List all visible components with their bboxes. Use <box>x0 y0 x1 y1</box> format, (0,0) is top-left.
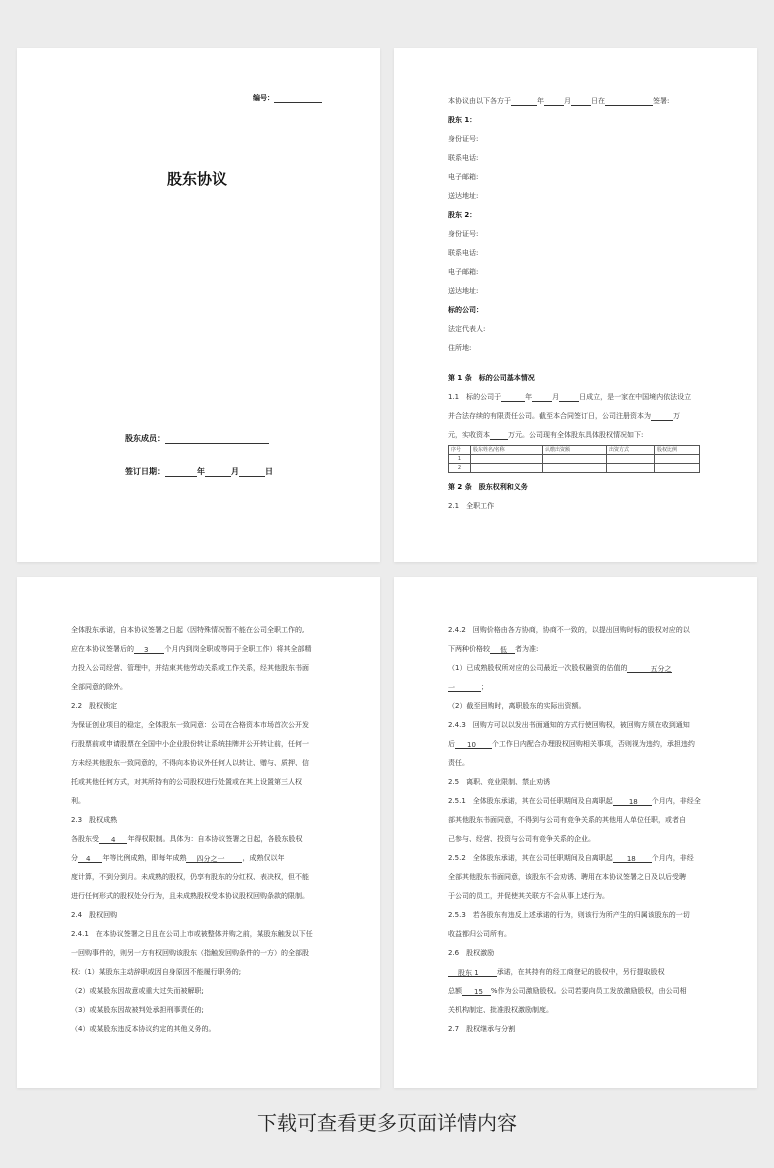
paragraph-line: 方未经其他股东一致同意的，不得向本协议外任何人以转让、赠与、质押、信 <box>71 759 309 767</box>
document-title: 股东协议 <box>167 170 228 188</box>
document-page-4 <box>394 577 757 1088</box>
paragraph-line: 应在本协议签署后的 3 个月内到岗全职或等同于全职工作）将其全部精 <box>71 645 312 654</box>
paragraph-line: （1）已成熟股权所对应的公司最近一次股权融资的估值的 五分之 <box>448 664 672 673</box>
document-page-cover <box>17 48 380 562</box>
shareholder-2-phone: 联系电话: <box>448 249 479 257</box>
shareholder-1-id: 身份证号: <box>448 135 479 143</box>
table-header-cell: 股东姓名/名称 <box>471 446 543 455</box>
paragraph-line: 为保证创业项目的稳定，全体股东一致同意：公司在合格资本市场首次公开发 <box>71 721 309 729</box>
article-1-1-line-3: 元，实收资本 万元。公司现有全体股东具体股权情况如下: <box>448 431 644 439</box>
table-row <box>449 464 700 473</box>
paragraph-line: 托或其他任何方式，对其所持有的公司股权进行处置或在其上设置第三人权 <box>71 778 302 786</box>
paragraph-line: （2）或某股东因故意或重大过失而被解职; <box>71 987 204 995</box>
document-page-2 <box>394 48 757 562</box>
shareholder-1-heading: 股东 1： <box>448 116 477 124</box>
section-2-2-title: 2.2 股权锁定 <box>71 702 118 710</box>
table-cell <box>655 464 700 473</box>
paragraph-line: 各股东受 4 年得权限制。具体为：自本协议签署之日起，各股东股权 <box>71 835 303 844</box>
paragraph-line: 己参与、经营、投资与公司有竞争关系的企业。 <box>448 835 595 843</box>
article-1-1-line-2: 并合法存续的有限责任公司。截至本合同签订日，公司注册资本为 万 <box>448 412 680 420</box>
document-number-blank <box>274 95 322 103</box>
shareholder-2-email: 电子邮箱: <box>448 268 479 276</box>
intro-line: 本协议由以下各方于 年 月 日在 签署: <box>448 97 670 105</box>
section-2-5-title: 2.5 离职、竞业限制、禁止劝诱 <box>448 778 551 786</box>
document-number-label: 编号： <box>253 94 274 102</box>
paragraph-line: 分 4 年等比例成熟，即每年成熟 四分之一 ，成熟仅以年 <box>71 854 285 863</box>
paragraph-line: 一 ； <box>448 683 488 692</box>
paragraph-line: 下两种价格较 低 者为准: <box>448 645 539 654</box>
section-2-4-title: 2.4 股权回购 <box>71 911 118 919</box>
paragraph-line: 关机构制定、批准股权激励制度。 <box>448 1006 553 1014</box>
table-cell <box>543 464 607 473</box>
article-1-title: 第 1 条 标的公司基本情况 <box>448 374 535 382</box>
paragraph-line: 2.4.1 在本协议签署之日且在公司上市或被整体并购之前，某股东触发以下任 <box>71 930 313 938</box>
sign-date-line: 签订日期： 年 月 日 <box>125 467 273 476</box>
sign-date-label: 签订日期： <box>125 467 165 476</box>
table-header-row <box>449 446 700 455</box>
document-page-3 <box>17 577 380 1088</box>
shareholding-table <box>448 445 700 473</box>
shareholder-1-phone: 联系电话: <box>448 154 479 162</box>
members-line <box>125 434 269 444</box>
paragraph-line: 于公司的员工，并促使其关联方不会从事上述行为。 <box>448 892 609 900</box>
legal-representative: 法定代表人: <box>448 325 486 333</box>
paragraph-line: 度计算，不到分到月。未成熟的股权，仍享有股东的分红权、表决权，但不能 <box>71 873 309 881</box>
table-cell <box>471 464 543 473</box>
paragraph-line: 全部同意的除外。 <box>71 683 127 691</box>
paragraph-line: 进行任何形式的股权处分行为，且未成熟股权受本协议股权回购条款的限制。 <box>71 892 309 900</box>
members-label: 股东成员： <box>125 434 165 443</box>
table-cell: 1 <box>449 455 471 464</box>
paragraph-line: 权:（1）某股东主动辞职或因自身原因不能履行职务的; <box>71 968 242 976</box>
paragraph-line: 行股票前或申请股票在全国中小企业股份转让系统挂牌并公开转让前，任何一 <box>71 740 309 748</box>
paragraph-line: 2.4.3 回购方可以以发出书面通知的方式行使回购权，被回购方须在收到通知 <box>448 721 690 729</box>
section-2-7-title: 2.7 股权继承与分割 <box>448 1025 516 1033</box>
paragraph-line: 利。 <box>71 797 85 805</box>
table-cell: 2 <box>449 464 471 473</box>
table-header-cell: 出资方式 <box>607 446 655 455</box>
paragraph-line: 责任。 <box>448 759 469 767</box>
section-2-3-title: 2.3 股权成熟 <box>71 816 118 824</box>
table-cell <box>655 455 700 464</box>
paragraph-line: 一回购事件的，则另一方有权回购该股东（指触发回购条件的一方）的全部股 <box>71 949 309 957</box>
shareholder-2-id: 身份证号: <box>448 230 479 238</box>
paragraph-line: 全体股东承诺，自本协议签署之日起（因特殊情况暂不能在公司全职工作的, <box>71 626 305 634</box>
document-number-line <box>253 94 322 103</box>
table-cell <box>471 455 543 464</box>
paragraph-line: 股东 1 承诺，在其持有的经工商登记的股权中，另行提取股权 <box>448 968 665 977</box>
members-blank <box>165 436 269 444</box>
download-more-caption: 下载可查看更多页面详情内容 <box>257 1111 517 1135</box>
paragraph-line: 全部其他股东书面同意，该股东不会劝诱、聘用在本协议签署之日及以后受聘 <box>448 873 686 881</box>
paragraph-line: 收益都归公司所有。 <box>448 930 511 938</box>
table-header-cell: 序号 <box>449 446 471 455</box>
paragraph-line: （3）或某股东因故被判处承担刑事责任的; <box>71 1006 204 1014</box>
table-header-cell: 股权比例 <box>655 446 700 455</box>
article-2-title: 第 2 条 股东权利和义务 <box>448 483 528 491</box>
paragraph-line: 部其他股东书面同意，不得到与公司有竞争关系的其他用人单位任职，或者自 <box>448 816 686 824</box>
target-company-heading: 标的公司： <box>448 306 483 314</box>
paragraph-line: （2）截至回购时，离职股东的实际出资额。 <box>448 702 586 710</box>
section-2-1-title: 2.1 全职工作 <box>448 502 495 510</box>
table-cell <box>607 455 655 464</box>
paragraph-line: 总额 15 %作为公司激励股权。公司若要向员工发放激励股权，由公司相 <box>448 987 687 996</box>
section-2-6-title: 2.6 股权激励 <box>448 949 495 957</box>
paragraph-line: 2.5.1 全体股东承诺，其在公司任职期间及自离职起 18 个月内，非经全 <box>448 797 701 806</box>
domicile: 住所地: <box>448 344 472 352</box>
shareholder-1-email: 电子邮箱: <box>448 173 479 181</box>
shareholder-1-address: 送达地址: <box>448 192 479 200</box>
article-1-1-line-1: 1.1 标的公司于 年 月 日成立，是一家在中国境内依法设立 <box>448 393 692 401</box>
paragraph-line: 后 10 个工作日内配合办理股权回购相关事项，否则视为违约，承担违约 <box>448 740 695 749</box>
paragraph-line: 力投入公司经营、管理中，并结束其他劳动关系或工作关系，经其他股东书面 <box>71 664 309 672</box>
paragraph-line: （4）或某股东违反本协议约定的其他义务的。 <box>71 1025 216 1033</box>
shareholder-2-heading: 股东 2： <box>448 211 477 219</box>
table-cell <box>607 464 655 473</box>
table-row <box>449 455 700 464</box>
paragraph-line: 2.4.2 回购价格由各方协商，协商不一致的，以提出回购时标的股权对应的以 <box>448 626 690 634</box>
shareholder-2-address: 送达地址: <box>448 287 479 295</box>
paragraph-line: 2.5.3 若各股东有违反上述承诺的行为，则该行为所产生的归属该股东的一切 <box>448 911 690 919</box>
table-header-cell: 认缴出资额 <box>543 446 607 455</box>
table-cell <box>543 455 607 464</box>
paragraph-line: 2.5.2 全体股东承诺，其在公司任职期间及自离职起 18 个月内，非经 <box>448 854 694 863</box>
